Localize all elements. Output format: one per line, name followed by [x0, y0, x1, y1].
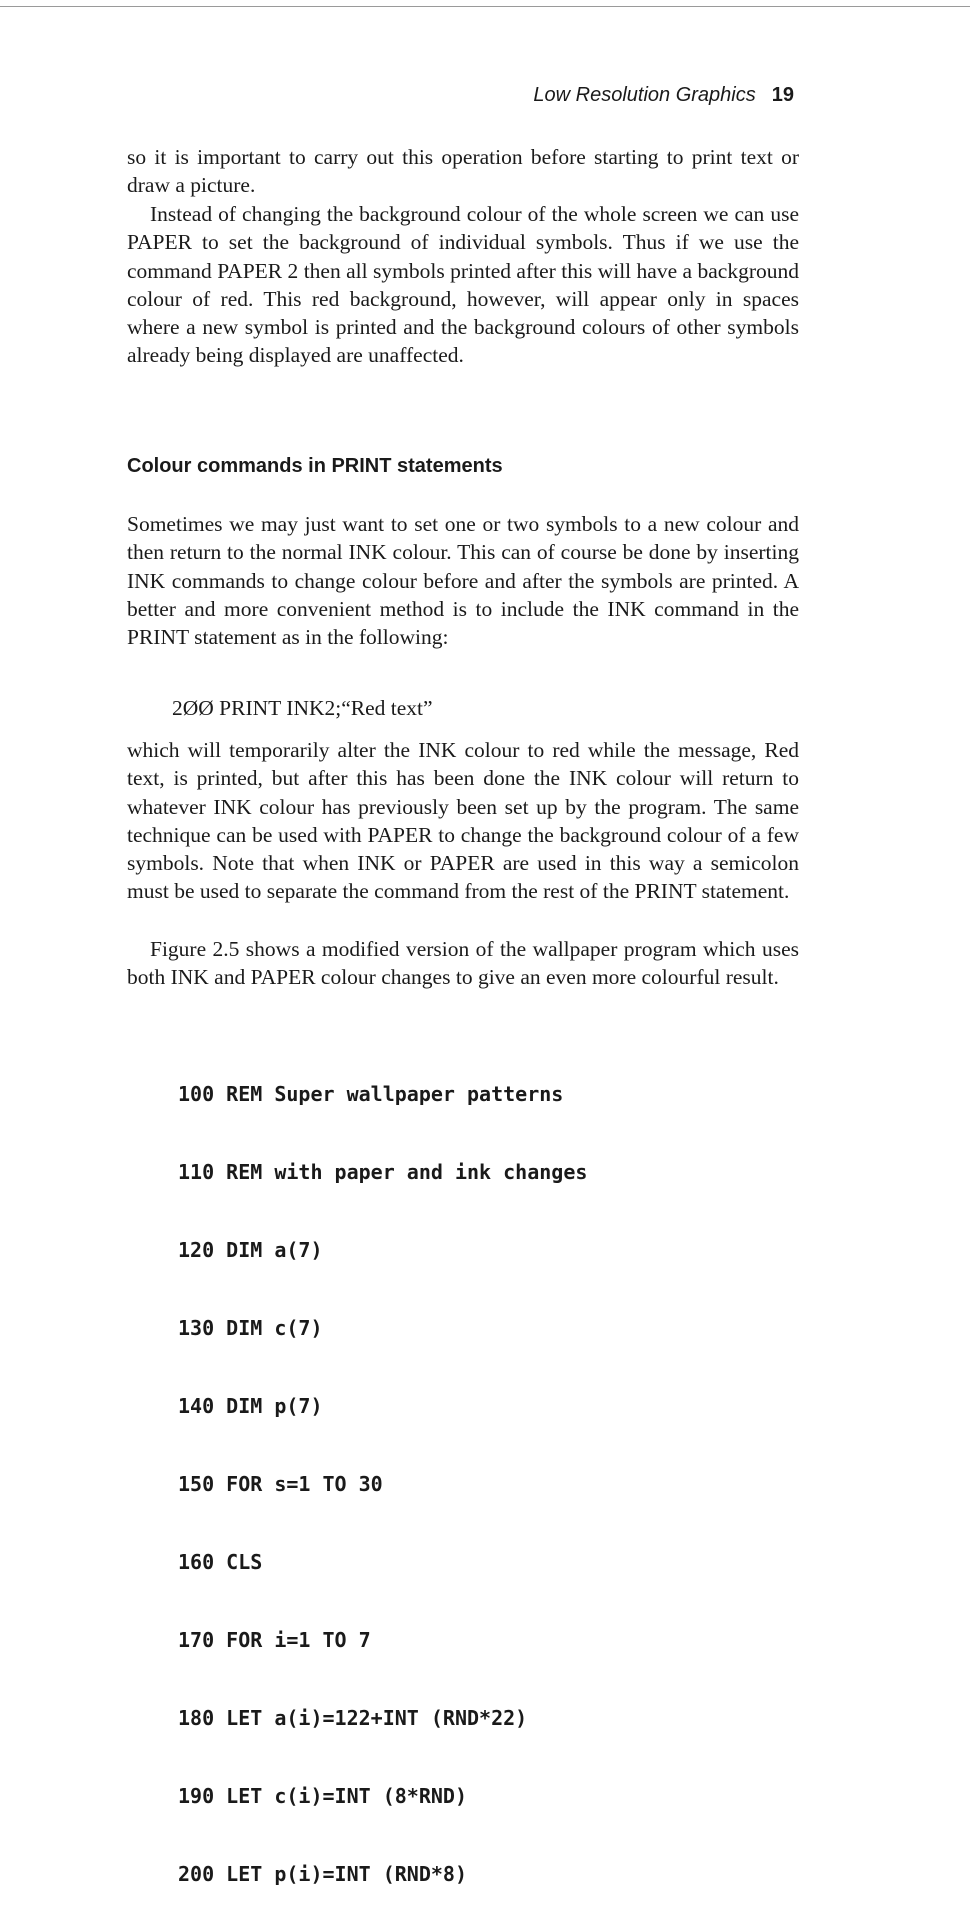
listing-line: 110 REM with paper and ink changes	[178, 1160, 588, 1184]
paragraph-ink-in-print: Sometimes we may just want to set one or two symbols to a new colour and then return to the normal INK colour. This can of course be done by inserting INK commands to change colour before and after the symbols are printed. A better and more convenient method is to include the INK command in the PRINT statement as in the following:	[127, 512, 799, 650]
running-head	[533, 84, 794, 107]
listing-line: 170 FOR i=1 TO 7	[178, 1628, 371, 1652]
top-rule	[0, 6, 970, 7]
listing-line: 120 DIM a(7)	[178, 1238, 323, 1262]
section-heading: Colour commands in PRINT statements	[127, 455, 503, 477]
listing-line: 100 REM Super wallpaper patterns	[178, 1082, 564, 1106]
page-number: 19	[771, 84, 794, 106]
paragraph-continuation: so it is important to carry out this operation before starting to print text or draw a picture.	[127, 145, 799, 198]
listing-line: 140 DIM p(7)	[178, 1394, 323, 1418]
listing-line: 130 DIM c(7)	[178, 1316, 323, 1340]
listing-line: 150 FOR s=1 TO 30	[178, 1472, 383, 1496]
section-title: Low Resolution Graphics	[533, 84, 756, 106]
paragraph-ink-explanation: which will temporarily alter the INK colour to red while the message, Red text, is printed, but after this has been done the INK colour will return to whatever INK colour has previously been set up by the program. The same technique can be used with PAPER to change the background colour of a few symbols. Note that when INK or PAPER are used in this way a semicolon must be used to separate the command from the rest of the PRINT statement.	[127, 738, 799, 904]
paragraph-figure-reference: Figure 2.5 shows a modified version of the wallpaper program which uses both INK and PAPER colour changes to give an even more colourful result.	[127, 937, 799, 990]
example-code-line: 2ØØ PRINT INK2;“Red text”	[172, 696, 433, 720]
program-listing	[178, 1029, 587, 1913]
listing-line: 190 LET c(i)=INT (8*RND)	[178, 1784, 467, 1808]
listing-line: 180 LET a(i)=122+INT (RND*22)	[178, 1706, 528, 1730]
listing-line: 200 LET p(i)=INT (RND*8)	[178, 1862, 467, 1886]
paragraph-paper-command: Instead of changing the background colour of the whole screen we can use PAPER to set the background of individual symbols. Thus if we use the command PAPER 2 then all symbols printed after this will have a background colour of red. This red background, however, will appear only in spaces where a new symbol is printed and the background colours of other symbols already being displayed are unaffected.	[127, 202, 799, 368]
listing-line: 160 CLS	[178, 1550, 263, 1574]
